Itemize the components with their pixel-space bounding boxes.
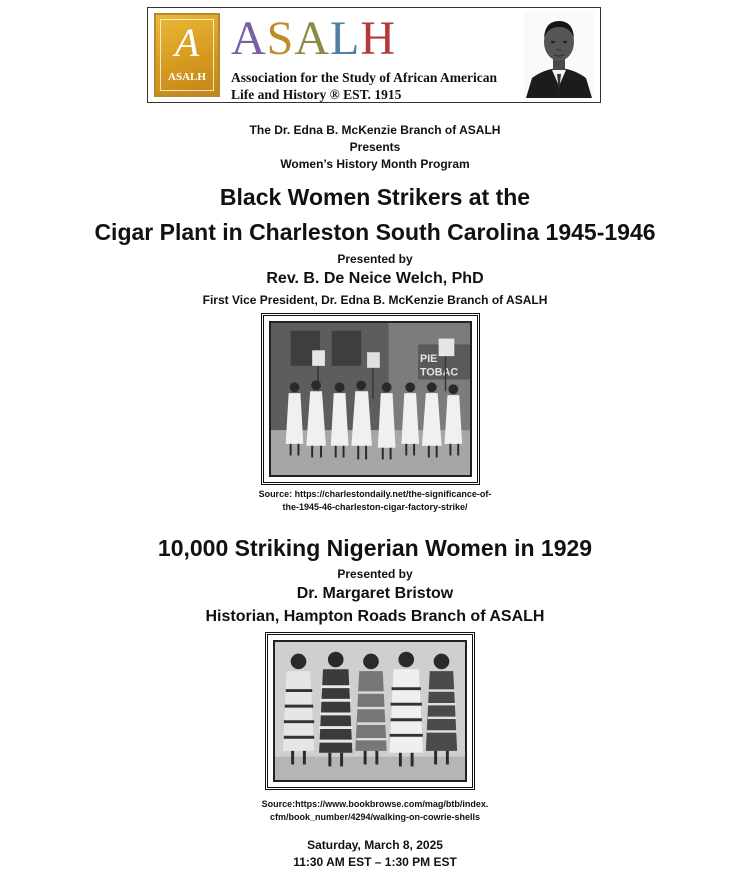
nigerian-women-photo: [265, 632, 475, 790]
brand-letter-4: H: [360, 12, 397, 65]
logo-a-icon: A: [174, 20, 200, 65]
talk1-source-line-2: the-1945-46-charleston-cigar-factory-strike/: [282, 502, 468, 512]
wall-sign-text: PIE: [420, 353, 438, 365]
founder-portrait: [524, 12, 594, 98]
branch-name: The Dr. Edna B. McKenzie Branch of ASALH: [249, 123, 501, 137]
talk1-presenter: Rev. B. De Neice Welch, PhD: [266, 270, 484, 287]
asalh-logo: [154, 13, 220, 97]
talk1-affiliation: First Vice President, Dr. Edna B. McKenzie Branch of ASALH: [202, 293, 548, 307]
talk2-source-line-2: cfm/book_number/4294/walking-on-cowrie-shells: [269, 812, 481, 822]
brand-letter-1: S: [266, 12, 295, 65]
brand-letter-2: A: [294, 12, 331, 65]
talk1-source-line-1: Source: https://charlestondaily.net/the-significance-of-: [258, 489, 492, 499]
brand-letter-3: L: [330, 12, 361, 65]
talk1-title-line-2: Cigar Plant in Charleston South Carolina 1945-1946: [94, 219, 656, 245]
talk1-title-line-1: Black Women Strikers at the: [219, 184, 531, 210]
event-date: Saturday, March 8, 2025: [307, 838, 443, 852]
program-name: Women’s History Month Program: [280, 157, 470, 171]
talk2-presenter: Dr. Margaret Bristow: [296, 585, 454, 602]
talk1-presented-by: Presented by: [337, 252, 413, 266]
asalh-wordmark: [231, 13, 396, 65]
brand-letter-0: A: [231, 12, 267, 65]
org-name-line-2: Life and History ® EST. 1915: [231, 87, 402, 102]
talk2-affiliation: Historian, Hampton Roads Branch of ASALH: [205, 608, 545, 625]
talk2-title: 10,000 Striking Nigerian Women in 1929: [157, 535, 593, 561]
logo-text: ASALH: [168, 71, 206, 83]
wall-sign-text-2: TOBAC: [420, 366, 459, 379]
org-name-line-1: Association for the Study of African American: [231, 70, 497, 85]
presents-label: Presents: [349, 140, 401, 154]
talk2-source-line-1: Source:https://www.bookbrowse.com/mag/btb/index.: [261, 799, 489, 809]
cigar-strike-photo: [261, 313, 480, 485]
asalh-banner: [147, 7, 601, 103]
talk2-presented-by: Presented by: [337, 567, 413, 581]
event-time: 11:30 AM EST – 1:30 PM EST: [293, 855, 457, 869]
